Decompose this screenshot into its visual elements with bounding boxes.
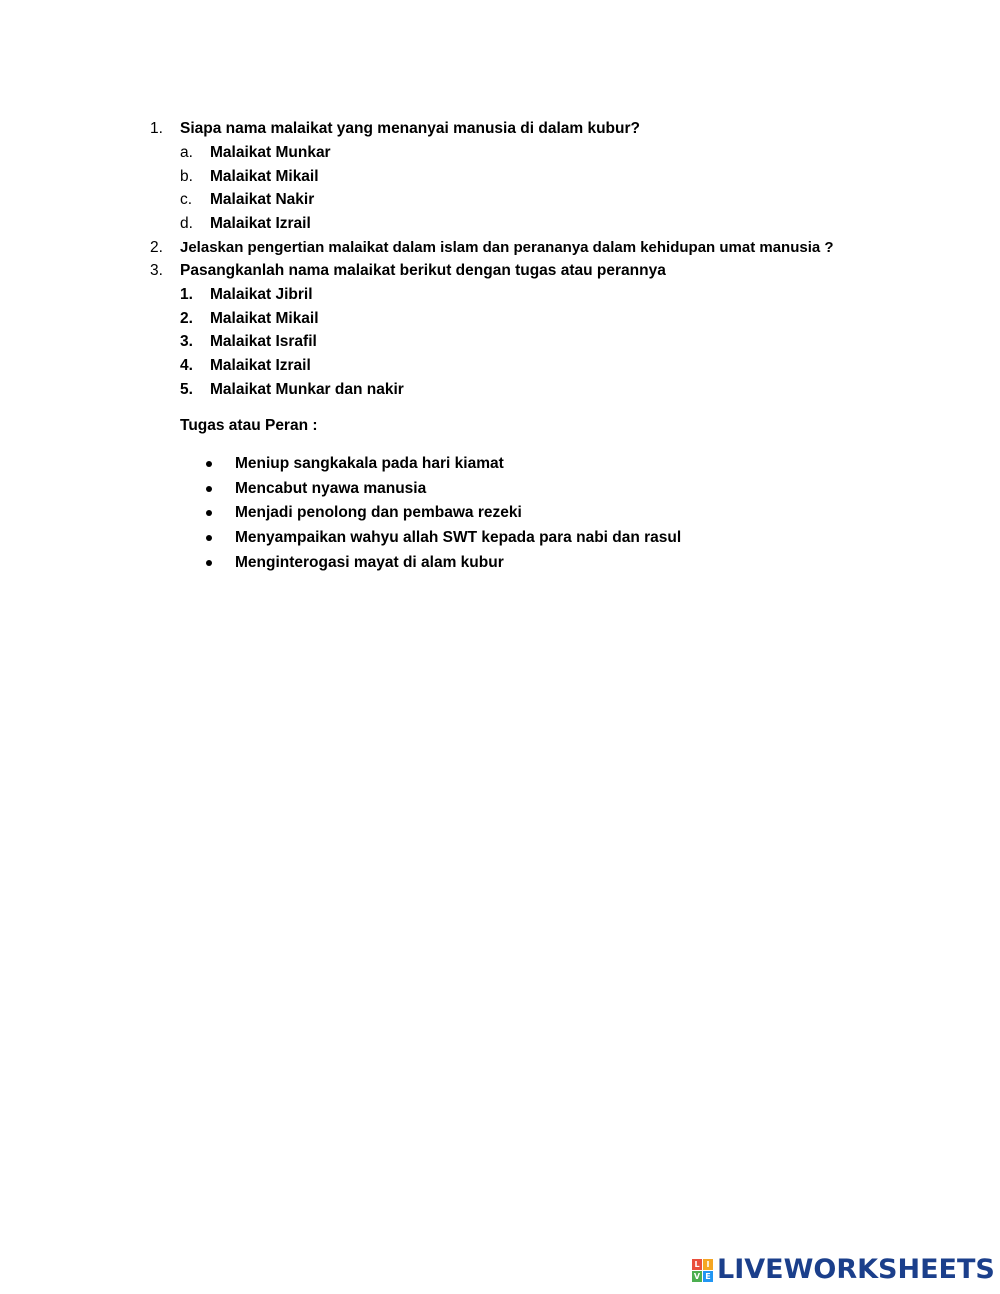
q3-item-3-text: Malaikat Israfil <box>210 333 317 350</box>
q3-item-1-number: 1. <box>180 286 193 303</box>
roles-heading: Tugas atau Peran : <box>180 417 318 434</box>
q3-number: 3. <box>150 262 163 279</box>
logo-text: LIVEWORKSHEETS <box>717 1254 995 1285</box>
q1-option-c-letter: c. <box>180 191 193 208</box>
role-item-2: Mencabut nyawa manusia <box>235 480 427 497</box>
q2-number: 2. <box>150 239 163 256</box>
q3-item-2-number: 2. <box>180 310 193 327</box>
role-item-1: Meniup sangkakala pada hari kiamat <box>235 455 504 472</box>
logo-mark-icon: L I V E <box>692 1259 713 1282</box>
bullet-icon <box>206 560 212 566</box>
bullet-icon <box>206 535 212 541</box>
q3-item-5-text: Malaikat Munkar dan nakir <box>210 381 404 398</box>
q1-option-c-text: Malaikat Nakir <box>210 191 315 208</box>
q1-option-b-letter: b. <box>180 168 193 185</box>
q3-item-3-number: 3. <box>180 333 193 350</box>
q2-text: Jelaskan pengertian malaikat dalam islam dan perananya dalam kehidupan umat manusia ? <box>180 239 834 256</box>
role-item-5: Menginterogasi mayat di alam kubur <box>235 554 504 571</box>
q1-number: 1. <box>150 120 163 137</box>
q3-item-1-text: Malaikat Jibril <box>210 286 313 303</box>
q3-text: Pasangkanlah nama malaikat berikut dengan tugas atau perannya <box>180 262 666 279</box>
q1-option-d-text: Malaikat Izrail <box>210 215 311 232</box>
bullet-icon <box>206 510 212 516</box>
q1-option-d-letter: d. <box>180 215 193 232</box>
q3-item-4-text: Malaikat Izrail <box>210 357 311 374</box>
liveworksheets-logo <box>692 1256 995 1284</box>
q1-option-b-text: Malaikat Mikail <box>210 168 319 185</box>
bullet-icon <box>206 461 212 467</box>
q3-item-4-number: 4. <box>180 357 193 374</box>
role-item-3: Menjadi penolong dan pembawa rezeki <box>235 504 522 521</box>
bullet-icon <box>206 486 212 492</box>
q1-text: Siapa nama malaikat yang menanyai manusia di dalam kubur? <box>180 120 640 137</box>
q3-item-2-text: Malaikat Mikail <box>210 310 319 327</box>
role-item-4: Menyampaikan wahyu allah SWT kepada para nabi dan rasul <box>235 529 682 546</box>
q3-item-5-number: 5. <box>180 381 193 398</box>
q1-option-a-text: Malaikat Munkar <box>210 144 331 161</box>
q1-option-a-letter: a. <box>180 144 193 161</box>
